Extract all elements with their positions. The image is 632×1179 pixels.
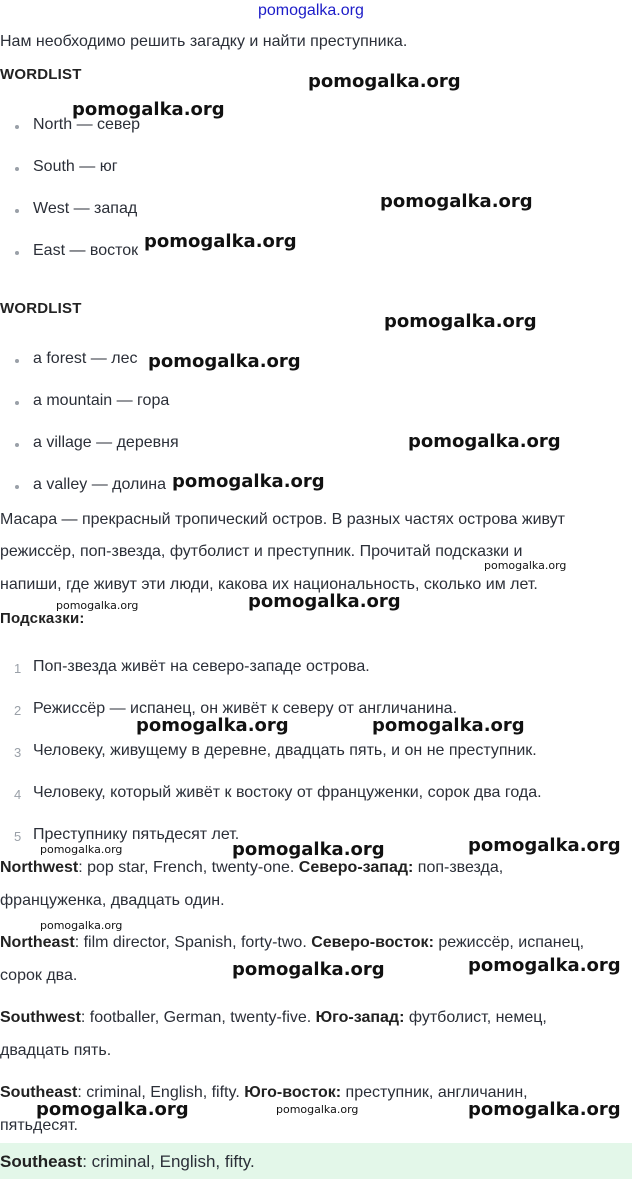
watermark: pomogalka.org xyxy=(148,351,301,372)
list-item: West — запад xyxy=(33,200,138,217)
answer-en: : pop star, French, twenty-one. xyxy=(78,859,299,876)
list-item: a village — деревня xyxy=(33,434,179,451)
answer-ru-label: Юго-запад: xyxy=(315,1009,405,1026)
answer-line: сорок два. xyxy=(0,967,78,984)
answer-ru: режиссёр, испанец, xyxy=(433,934,585,951)
answer-line xyxy=(0,859,503,877)
answer-label: Northeast xyxy=(0,934,75,951)
answer-ru-label: Северо-запад: xyxy=(298,859,414,876)
hint-item: Человеку, живущему в деревне, двадцать пять, и он не преступник. xyxy=(33,742,537,759)
wordlist-heading-1: WORDLIST xyxy=(0,66,82,83)
top-watermark: pomogalka.org xyxy=(258,2,364,19)
watermark: pomogalka.org xyxy=(232,839,385,860)
list-item: a forest — лес xyxy=(33,350,138,367)
watermark: pomogalka.org xyxy=(308,71,461,92)
hint-item: Режиссёр — испанец, он живёт к северу от англичанина. xyxy=(33,700,458,717)
story-line: напиши, где живут эти люди, какова их национальность, сколько им лет. xyxy=(0,576,538,593)
answer-ru: футболист, немец, xyxy=(404,1009,547,1026)
watermark: pomogalka.org xyxy=(36,1099,189,1120)
hint-number: 1 xyxy=(14,661,22,676)
watermark: pomogalka.org xyxy=(384,311,537,332)
hint-item: Поп-звезда живёт на северо-западе острова. xyxy=(33,658,370,675)
bullet-icon xyxy=(15,251,19,255)
bullet-icon xyxy=(15,443,19,447)
hint-item: Преступнику пятьдесят лет. xyxy=(33,826,240,843)
answer-ru-label: Юго-восток: xyxy=(244,1084,342,1101)
bullet-icon xyxy=(15,209,19,213)
bullet-icon xyxy=(15,485,19,489)
answer-label: Southeast xyxy=(0,1084,78,1101)
list-item: a valley — долина xyxy=(33,476,167,493)
list-item: a mountain — гора xyxy=(33,392,170,409)
watermark: pomogalka.org xyxy=(232,959,385,980)
answer-en: : footballer, German, twenty-five. xyxy=(80,1009,316,1026)
hint-number: 5 xyxy=(14,829,22,844)
watermark: pomogalka.org xyxy=(380,191,533,212)
watermark: pomogalka.org xyxy=(276,1103,359,1116)
hint-number: 4 xyxy=(14,787,22,802)
watermark: pomogalka.org xyxy=(72,99,225,120)
watermark: pomogalka.org xyxy=(40,843,123,856)
watermark: pomogalka.org xyxy=(56,599,139,612)
answer-label: Southwest xyxy=(0,1009,81,1026)
answer-label: Northwest xyxy=(0,859,79,876)
bullet-icon xyxy=(15,167,19,171)
answer-ru: преступник, англичанин, xyxy=(341,1084,528,1101)
watermark: pomogalka.org xyxy=(468,955,621,976)
wordlist-heading-2: WORDLIST xyxy=(0,300,82,317)
story-line: режиссёр, поп-звезда, футболист и преступник. Прочитай подсказки и xyxy=(0,543,523,560)
bullet-icon xyxy=(15,125,19,129)
watermark: pomogalka.org xyxy=(372,715,525,736)
watermark: pomogalka.org xyxy=(172,471,325,492)
answer-line xyxy=(0,934,584,952)
answer-en: : criminal, English, fifty. xyxy=(77,1084,245,1101)
hint-number: 2 xyxy=(14,703,22,718)
intro-text: Нам необходимо решить загадку и найти преступника. xyxy=(0,33,408,50)
list-item: East — восток xyxy=(33,242,139,259)
final-answer-label: Southeast xyxy=(0,1152,83,1171)
hint-item: Человеку, который живёт к востоку от француженки, сорок два года. xyxy=(33,784,542,801)
answer-line: двадцать пять. xyxy=(0,1042,112,1059)
answer-line: пятьдесят. xyxy=(0,1117,78,1134)
list-item: South — юг xyxy=(33,158,118,175)
list-item: North — север xyxy=(33,116,141,133)
bullet-icon xyxy=(15,359,19,363)
watermark: pomogalka.org xyxy=(468,1099,621,1120)
answer-line xyxy=(0,1009,547,1027)
watermark: pomogalka.org xyxy=(40,919,123,932)
hints-heading: Подсказки: xyxy=(0,610,85,627)
watermark: pomogalka.org xyxy=(408,431,561,452)
bullet-icon xyxy=(15,401,19,405)
final-answer xyxy=(0,1152,255,1172)
watermark: pomogalka.org xyxy=(248,591,401,612)
watermark: pomogalka.org xyxy=(144,231,297,252)
story-line: Масара — прекрасный тропический остров. В разных частях острова живут xyxy=(0,511,565,528)
watermark: pomogalka.org xyxy=(468,835,621,856)
answer-ru: поп-звезда, xyxy=(413,859,504,876)
answer-ru-label: Северо-восток: xyxy=(311,934,434,951)
final-answer-text: : criminal, English, fifty. xyxy=(82,1152,255,1171)
answer-en: : film director, Spanish, forty-two. xyxy=(74,934,312,951)
watermark: pomogalka.org xyxy=(484,559,567,572)
watermark: pomogalka.org xyxy=(136,715,289,736)
answer-line: француженка, двадцать один. xyxy=(0,892,225,909)
hint-number: 3 xyxy=(14,745,22,760)
